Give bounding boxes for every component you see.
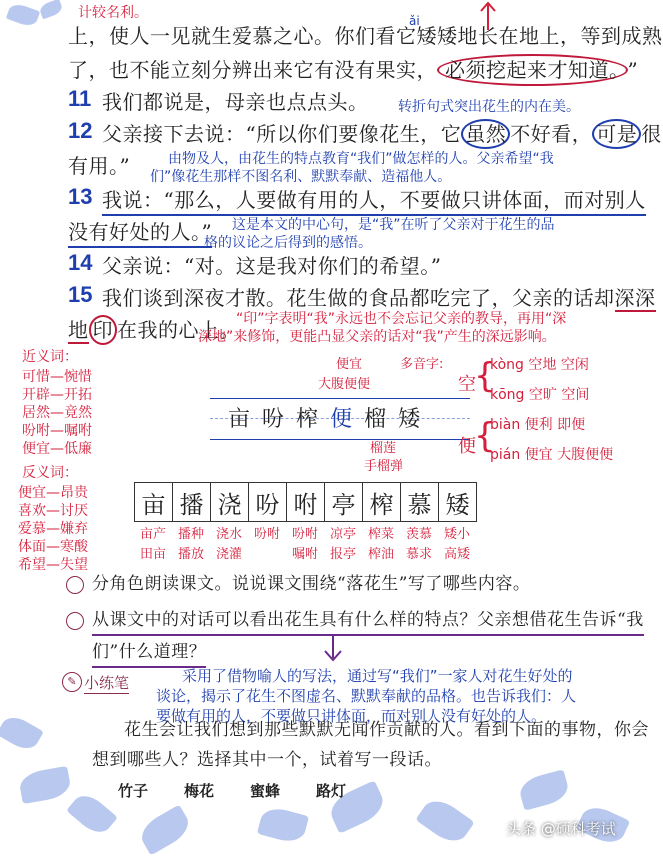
word-below: 手榴弹 bbox=[364, 459, 404, 474]
words-row bbox=[134, 526, 476, 543]
task-text: 从课文中的对话可以看出花生具有什么样的特点？父亲想借花生告诉“我 bbox=[92, 606, 644, 636]
task-icon bbox=[66, 612, 84, 630]
antonyms-title: 反义词： bbox=[22, 465, 78, 481]
char-box-row bbox=[134, 482, 476, 522]
leaf-decoration bbox=[0, 712, 44, 755]
word: 嘱咐 bbox=[291, 547, 318, 562]
circled-word: 虽然 bbox=[461, 119, 510, 149]
underlined-word: 地 bbox=[68, 318, 89, 342]
word: 矮小 bbox=[443, 527, 470, 542]
word: 亩产 bbox=[139, 527, 166, 542]
annotation-note: 由物及人，由花生的特点教育“我们”做怎样的人。父亲希望“我 bbox=[168, 151, 554, 167]
annotation-note: 们”像花生那样不图名利、默默奉献、造福他人。 bbox=[150, 169, 452, 185]
annotation-note: 格的议论之后得到的感悟。 bbox=[204, 235, 372, 251]
char: 吩 bbox=[262, 407, 285, 432]
text-span: 不好看， bbox=[510, 122, 593, 146]
item: 梅花 bbox=[184, 782, 215, 800]
word: 高矮 bbox=[443, 547, 470, 562]
paragraph-line bbox=[102, 284, 656, 312]
word: 吩咐 bbox=[291, 527, 318, 542]
char-box: 咐 bbox=[286, 482, 325, 522]
word: 田亩 bbox=[139, 547, 166, 562]
paragraph-number: 15 bbox=[68, 282, 93, 307]
char: 榴 bbox=[364, 407, 387, 432]
annotation-note: 转折句式突出花生的内在美。 bbox=[398, 99, 580, 115]
text-span: 了，也不能立刻分辨出来它有没有果实， bbox=[68, 58, 437, 82]
item: 蜜蜂 bbox=[250, 782, 281, 800]
paragraph-line bbox=[102, 120, 662, 148]
char-box: 浇 bbox=[210, 482, 249, 522]
text-span: 父亲接下去说：“所以你们要像花生，它 bbox=[102, 122, 462, 146]
antonym-item: 希望—失望 bbox=[18, 557, 88, 573]
word: 浇水 bbox=[215, 527, 242, 542]
word: 吩咐 bbox=[253, 527, 280, 542]
leaf-decoration bbox=[38, 0, 63, 19]
word: 播种 bbox=[177, 527, 204, 542]
synonym-item: 便宜—低廉 bbox=[22, 441, 92, 457]
word: 慕求 bbox=[405, 547, 432, 562]
leaf-decoration bbox=[517, 769, 571, 810]
item: 路灯 bbox=[316, 782, 347, 800]
char-box: 慕 bbox=[400, 482, 439, 522]
paragraph-number: 12 bbox=[68, 118, 93, 143]
word: 报亭 bbox=[329, 547, 356, 562]
synonym-item: 居然—竟然 bbox=[22, 405, 92, 421]
annotation-note: 深地”来修饰，更能凸显父亲的话对“我”产生的深远影响。 bbox=[198, 329, 556, 345]
synonym-item: 吩咐—嘱咐 bbox=[22, 423, 92, 439]
antonym-item: 喜欢—讨厌 bbox=[18, 503, 88, 519]
char: 矮 bbox=[398, 407, 421, 432]
answer-line: 谈论，揭示了花生不图虚名、默默奉献的品格。也告诉我们：人 bbox=[156, 687, 577, 705]
leaf-decoration bbox=[66, 789, 118, 839]
header-note: 计较名利。 bbox=[78, 5, 148, 21]
char-box: 榨 bbox=[362, 482, 401, 522]
antonym-item: 便宜—昂贵 bbox=[18, 485, 88, 501]
word-above: 大腹便便 bbox=[318, 377, 371, 392]
word: 凉亭 bbox=[329, 527, 356, 542]
items-row bbox=[118, 780, 346, 801]
task-text: 们”什么道理？ bbox=[92, 638, 206, 668]
pencil-icon: ✎ bbox=[62, 672, 82, 692]
word: 羡慕 bbox=[405, 527, 432, 542]
leaf-decoration bbox=[415, 794, 474, 849]
practice-label: 小练笔 bbox=[84, 674, 130, 692]
circled-word: 印 bbox=[89, 315, 118, 345]
polyphone-reading: kòng 空地 空闲 bbox=[490, 357, 589, 373]
paragraph-number: 13 bbox=[68, 184, 93, 209]
item: 竹子 bbox=[118, 782, 149, 800]
annotation-note: 这是本文的中心句，是“我”在听了父亲对于花生的品 bbox=[232, 217, 555, 233]
word-above: 便宜 bbox=[336, 357, 363, 372]
polyphone-label: 多音字: bbox=[400, 357, 444, 372]
char-row bbox=[228, 402, 420, 433]
char-box: 亭 bbox=[324, 482, 363, 522]
char: 便 bbox=[330, 407, 353, 432]
brace-icon: { bbox=[474, 416, 496, 456]
char-box: 矮 bbox=[438, 482, 477, 522]
answer-line: 采用了借物喻人的写法，通过写“我们”一家人对花生好处的 bbox=[182, 667, 573, 685]
polyphone-char: 空 bbox=[458, 374, 476, 395]
leaf-decoration bbox=[18, 766, 72, 804]
word-below: 榴莲 bbox=[370, 441, 397, 456]
antonym-item: 体面—寒酸 bbox=[18, 539, 88, 555]
annotation-note: “印”字表明“我”永远也不会忘记父亲的教导，再用“深 bbox=[236, 311, 567, 327]
paragraph-line: 我说：“那么，人要做有用的人，不要做只讲体面，而对别人 bbox=[102, 186, 646, 216]
paragraph-text: 我们都说是，母亲也点点头。 bbox=[102, 90, 369, 114]
paragraph-number: 11 bbox=[68, 86, 92, 111]
watermark: 头条 @硕科考试 bbox=[506, 820, 616, 838]
practice-text: 花生会让我们想到那些默默无闻作贡献的人。看到下面的事物，你会 bbox=[124, 720, 649, 740]
word: 榨油 bbox=[367, 547, 394, 562]
char-box: 播 bbox=[172, 482, 211, 522]
paragraph-line: 没有好处的人。” bbox=[68, 218, 212, 248]
polyphone-reading: pián 便宜 大腹便便 bbox=[490, 447, 614, 463]
word: 榨菜 bbox=[367, 527, 394, 542]
task-text: 分角色朗读课文。说说课文围绕“落花生”写了哪些内容。 bbox=[92, 574, 531, 594]
synonym-item: 开辟—开拓 bbox=[22, 387, 92, 403]
text-span: 在我的心上。 bbox=[117, 318, 240, 342]
arrow-down-icon bbox=[322, 634, 344, 662]
synonym-item: 可惜—惋惜 bbox=[22, 369, 92, 385]
polyphone-reading: biàn 便利 即便 bbox=[490, 417, 586, 433]
paragraph-text: 父亲说：“对。这是我对你们的希望。” bbox=[102, 254, 442, 278]
text-span: ” bbox=[627, 58, 639, 82]
synonyms-title: 近义词： bbox=[22, 349, 78, 365]
leaf-decoration bbox=[257, 805, 309, 846]
paragraph-line: 上，使人一见就生爱慕之心。你们看它矮矮地长在地上，等到成熟 bbox=[68, 24, 663, 48]
antonym-item: 爱慕—嫌弃 bbox=[18, 521, 88, 537]
paragraph-line: 有用。” bbox=[68, 154, 131, 178]
text-span: 很 bbox=[641, 122, 662, 146]
pinyin-annotation: ǎi bbox=[409, 14, 420, 28]
text-span: 我们谈到深夜才散。花生做的食品都吃完了，父亲的话却 bbox=[102, 286, 615, 310]
task-icon bbox=[66, 576, 84, 594]
leaf-decoration bbox=[136, 805, 194, 856]
word: 播放 bbox=[177, 547, 204, 562]
answer-line: 要做有用的人，不要做只讲体面，而对别人没有好处的人。 bbox=[156, 707, 547, 725]
leaf-decoration bbox=[6, 1, 40, 28]
paragraph-line bbox=[68, 56, 638, 84]
brace-icon: { bbox=[474, 356, 496, 396]
char-box: 吩 bbox=[248, 482, 287, 522]
char: 亩 bbox=[228, 407, 251, 432]
word bbox=[248, 546, 286, 563]
paragraph-number: 14 bbox=[68, 250, 93, 275]
polyphone-char: 便 bbox=[458, 436, 476, 457]
underlined-word: 深深 bbox=[614, 286, 656, 310]
circled-phrase: 必须挖起来才知道。 bbox=[437, 54, 628, 86]
char-box: 亩 bbox=[134, 482, 173, 522]
circled-word: 可是 bbox=[592, 119, 641, 149]
char: 榨 bbox=[296, 407, 319, 432]
polyphone-reading: kōng 空旷 空间 bbox=[490, 387, 590, 403]
words-row bbox=[134, 546, 476, 563]
practice-text: 想到哪些人？选择其中一个，试着写一段话。 bbox=[92, 750, 442, 770]
word: 浇灌 bbox=[215, 547, 242, 562]
